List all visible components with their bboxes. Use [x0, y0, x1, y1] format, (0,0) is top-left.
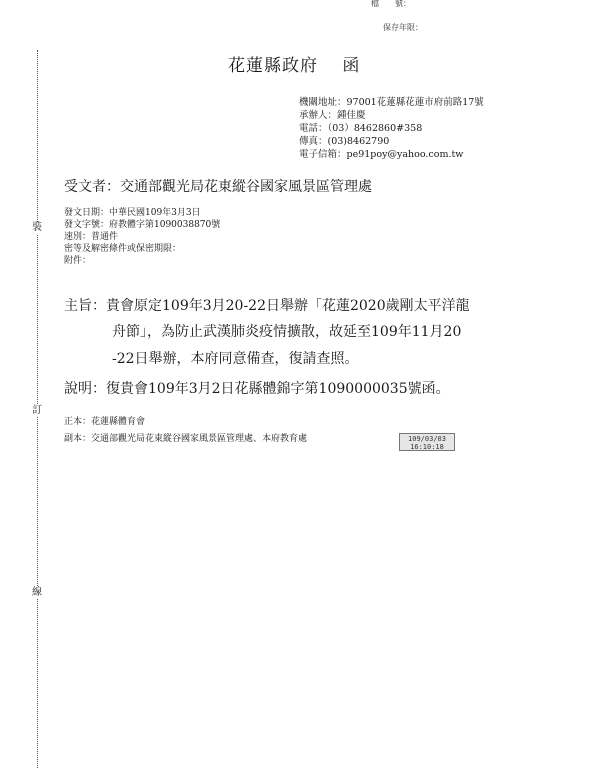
file-number-label: 檔 號：: [371, 0, 411, 8]
retention-period-label: 保存年限：: [383, 23, 423, 32]
recipient: 受文者：交通部觀光局花東縱谷國家風景區管理處: [64, 179, 372, 195]
issue-date: 發文日期：中華民國109年3月3日: [64, 208, 201, 218]
main-recipient: 正本：花蓮縣體育會: [64, 417, 146, 427]
document-title: 花蓮縣政府 函: [228, 56, 361, 76]
delivery-speed: 速別：普通件: [64, 232, 119, 242]
office-handler: 承辦人：鍾佳慶: [299, 110, 366, 121]
binding-mark-ding: 訂: [32, 405, 42, 416]
binding-mark-zhuang: 裝: [32, 222, 42, 233]
stamp-date: 109/03/03: [408, 435, 446, 443]
security-level: 密等及解密條件或保密期限：: [64, 244, 182, 254]
binding-mark-xian: 線: [32, 587, 42, 598]
attachment: 附件：: [64, 256, 92, 266]
stamp-time: 16:10:18: [410, 443, 444, 451]
office-email: 電子信箱：pe91poy@yahoo.com.tw: [299, 149, 464, 160]
doc-meta-block: [64, 207, 220, 267]
office-info-block: [299, 96, 484, 161]
office-fax: 傳真：(03)8462790: [299, 136, 390, 147]
subject-line-1: 主旨：貴會原定109年3月20-22日舉辦「花蓮2020歲剛太平洋龍: [64, 298, 470, 314]
receipt-stamp: [399, 433, 455, 451]
issue-number: 發文字號：府教體字第1090038870號: [64, 220, 221, 230]
subject-line-3: -22日舉辦，本府同意備查，復請查照。: [112, 351, 359, 367]
copy-recipients: 副本：交通部觀光局花東縱谷國家風景區管理處、本府教育處: [64, 434, 308, 444]
office-phone: 電話：（03）8462860#358: [299, 123, 423, 134]
office-address: 機關地址：97001花蓮縣花蓮市府前路17號: [299, 97, 484, 108]
subject-line-2: 舟節」，為防止武漢肺炎疫情擴散，故延至109年11月20: [112, 324, 462, 340]
explanation: 說明：復貴會109年3月2日花縣體錦字第1090000035號函。: [64, 381, 450, 397]
